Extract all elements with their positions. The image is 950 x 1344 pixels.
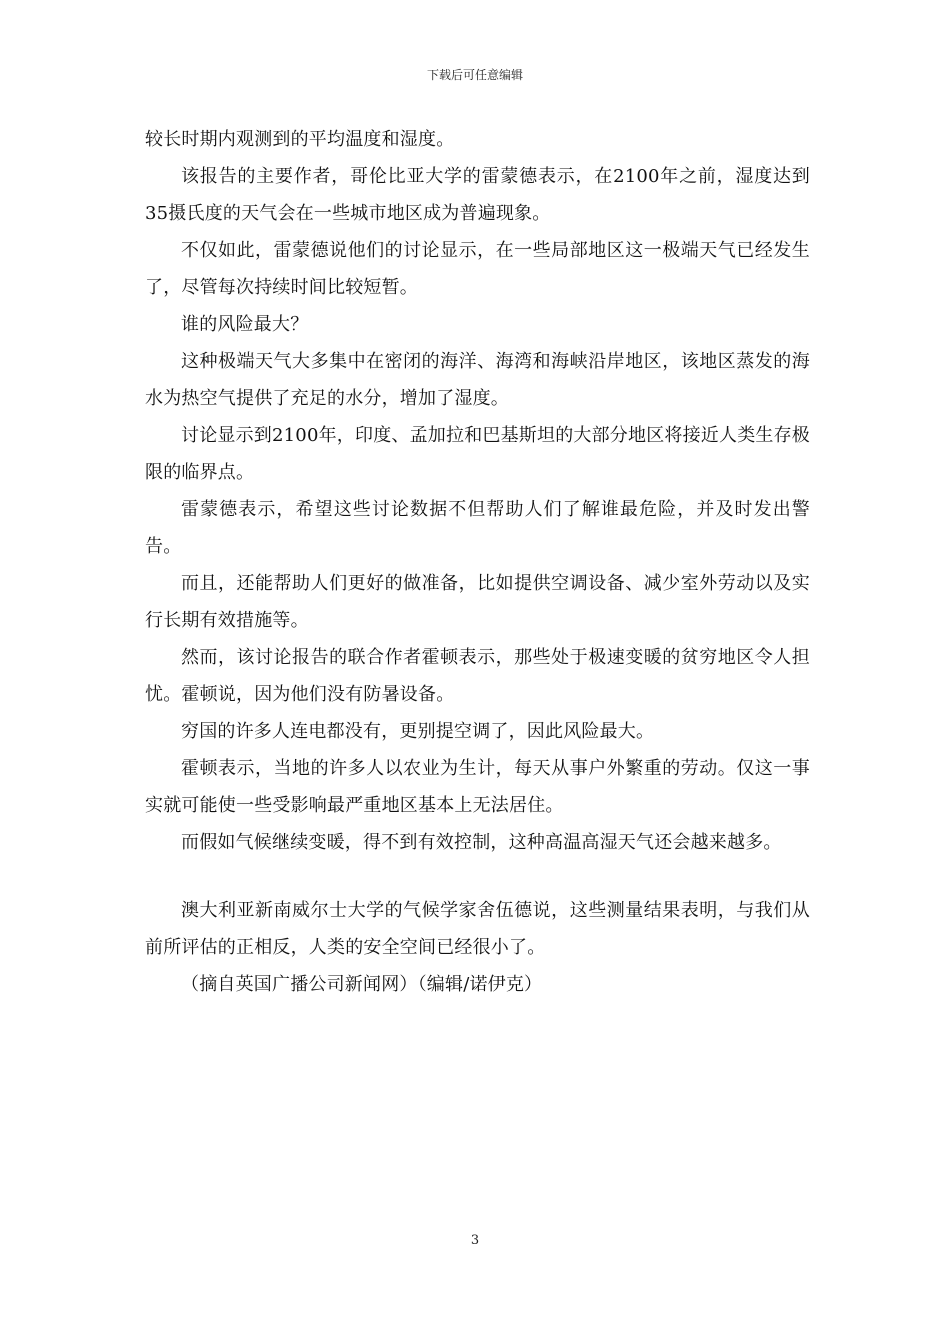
paragraph: 而且，还能帮助人们更好的做准备，比如提供空调设备、减少室外劳动以及实行长期有效措施等。 xyxy=(145,573,810,631)
source-note: （摘自英国广播公司新闻网）（编辑/诺伊克） xyxy=(181,974,543,995)
paragraph-gap xyxy=(145,861,810,892)
section-heading: 谁的风险最大？ xyxy=(181,314,309,335)
paragraph: 穷国的许多人连电都没有，更别提空调了，因此风险最大。 xyxy=(181,721,655,742)
article-body xyxy=(145,121,810,1003)
paragraph: 较长时期内观测到的平均温度和湿度。 xyxy=(145,129,455,150)
paragraph: 然而，该讨论报告的联合作者霍顿表示，那些处于极速变暖的贫穷地区令人担忧。霍顿说，因为他们没有防暑设备。 xyxy=(145,647,810,705)
page-number: 3 xyxy=(470,1233,480,1248)
page-header: 下载后可任意编辑 xyxy=(426,68,523,82)
paragraph: 不仅如此，雷蒙德说他们的讨论显示，在一些局部地区这一极端天气已经发生了，尽管每次持续时间比较短暂。 xyxy=(145,240,810,298)
paragraph: 霍顿表示，当地的许多人以农业为生计，每天从事户外繁重的劳动。仅这一事实就可能使一些受影响最严重地区基本上无法居住。 xyxy=(145,758,810,816)
paragraph: 澳大利亚新南威尔士大学的气候学家舍伍德说，这些测量结果表明，与我们从前所评估的正相反，人类的安全空间已经很小了。 xyxy=(145,900,810,958)
paragraph: 讨论显示到2100年，印度、孟加拉和巴基斯坦的大部分地区将接近人类生存极限的临界点。 xyxy=(145,425,811,483)
paragraph: 雷蒙德表示，希望这些讨论数据不但帮助人们了解谁最危险，并及时发出警告。 xyxy=(145,499,810,557)
paragraph: 而假如气候继续变暖，得不到有效控制，这种高温高湿天气还会越来越多。 xyxy=(181,832,782,853)
paragraph: 该报告的主要作者，哥伦比亚大学的雷蒙德表示，在2100年之前，湿度达到35摄氏度的天气会在一些城市地区成为普遍现象。 xyxy=(145,166,810,224)
paragraph: 这种极端天气大多集中在密闭的海洋、海湾和海峡沿岸地区，该地区蒸发的海水为热空气提供了充足的水分，增加了湿度。 xyxy=(145,351,810,409)
